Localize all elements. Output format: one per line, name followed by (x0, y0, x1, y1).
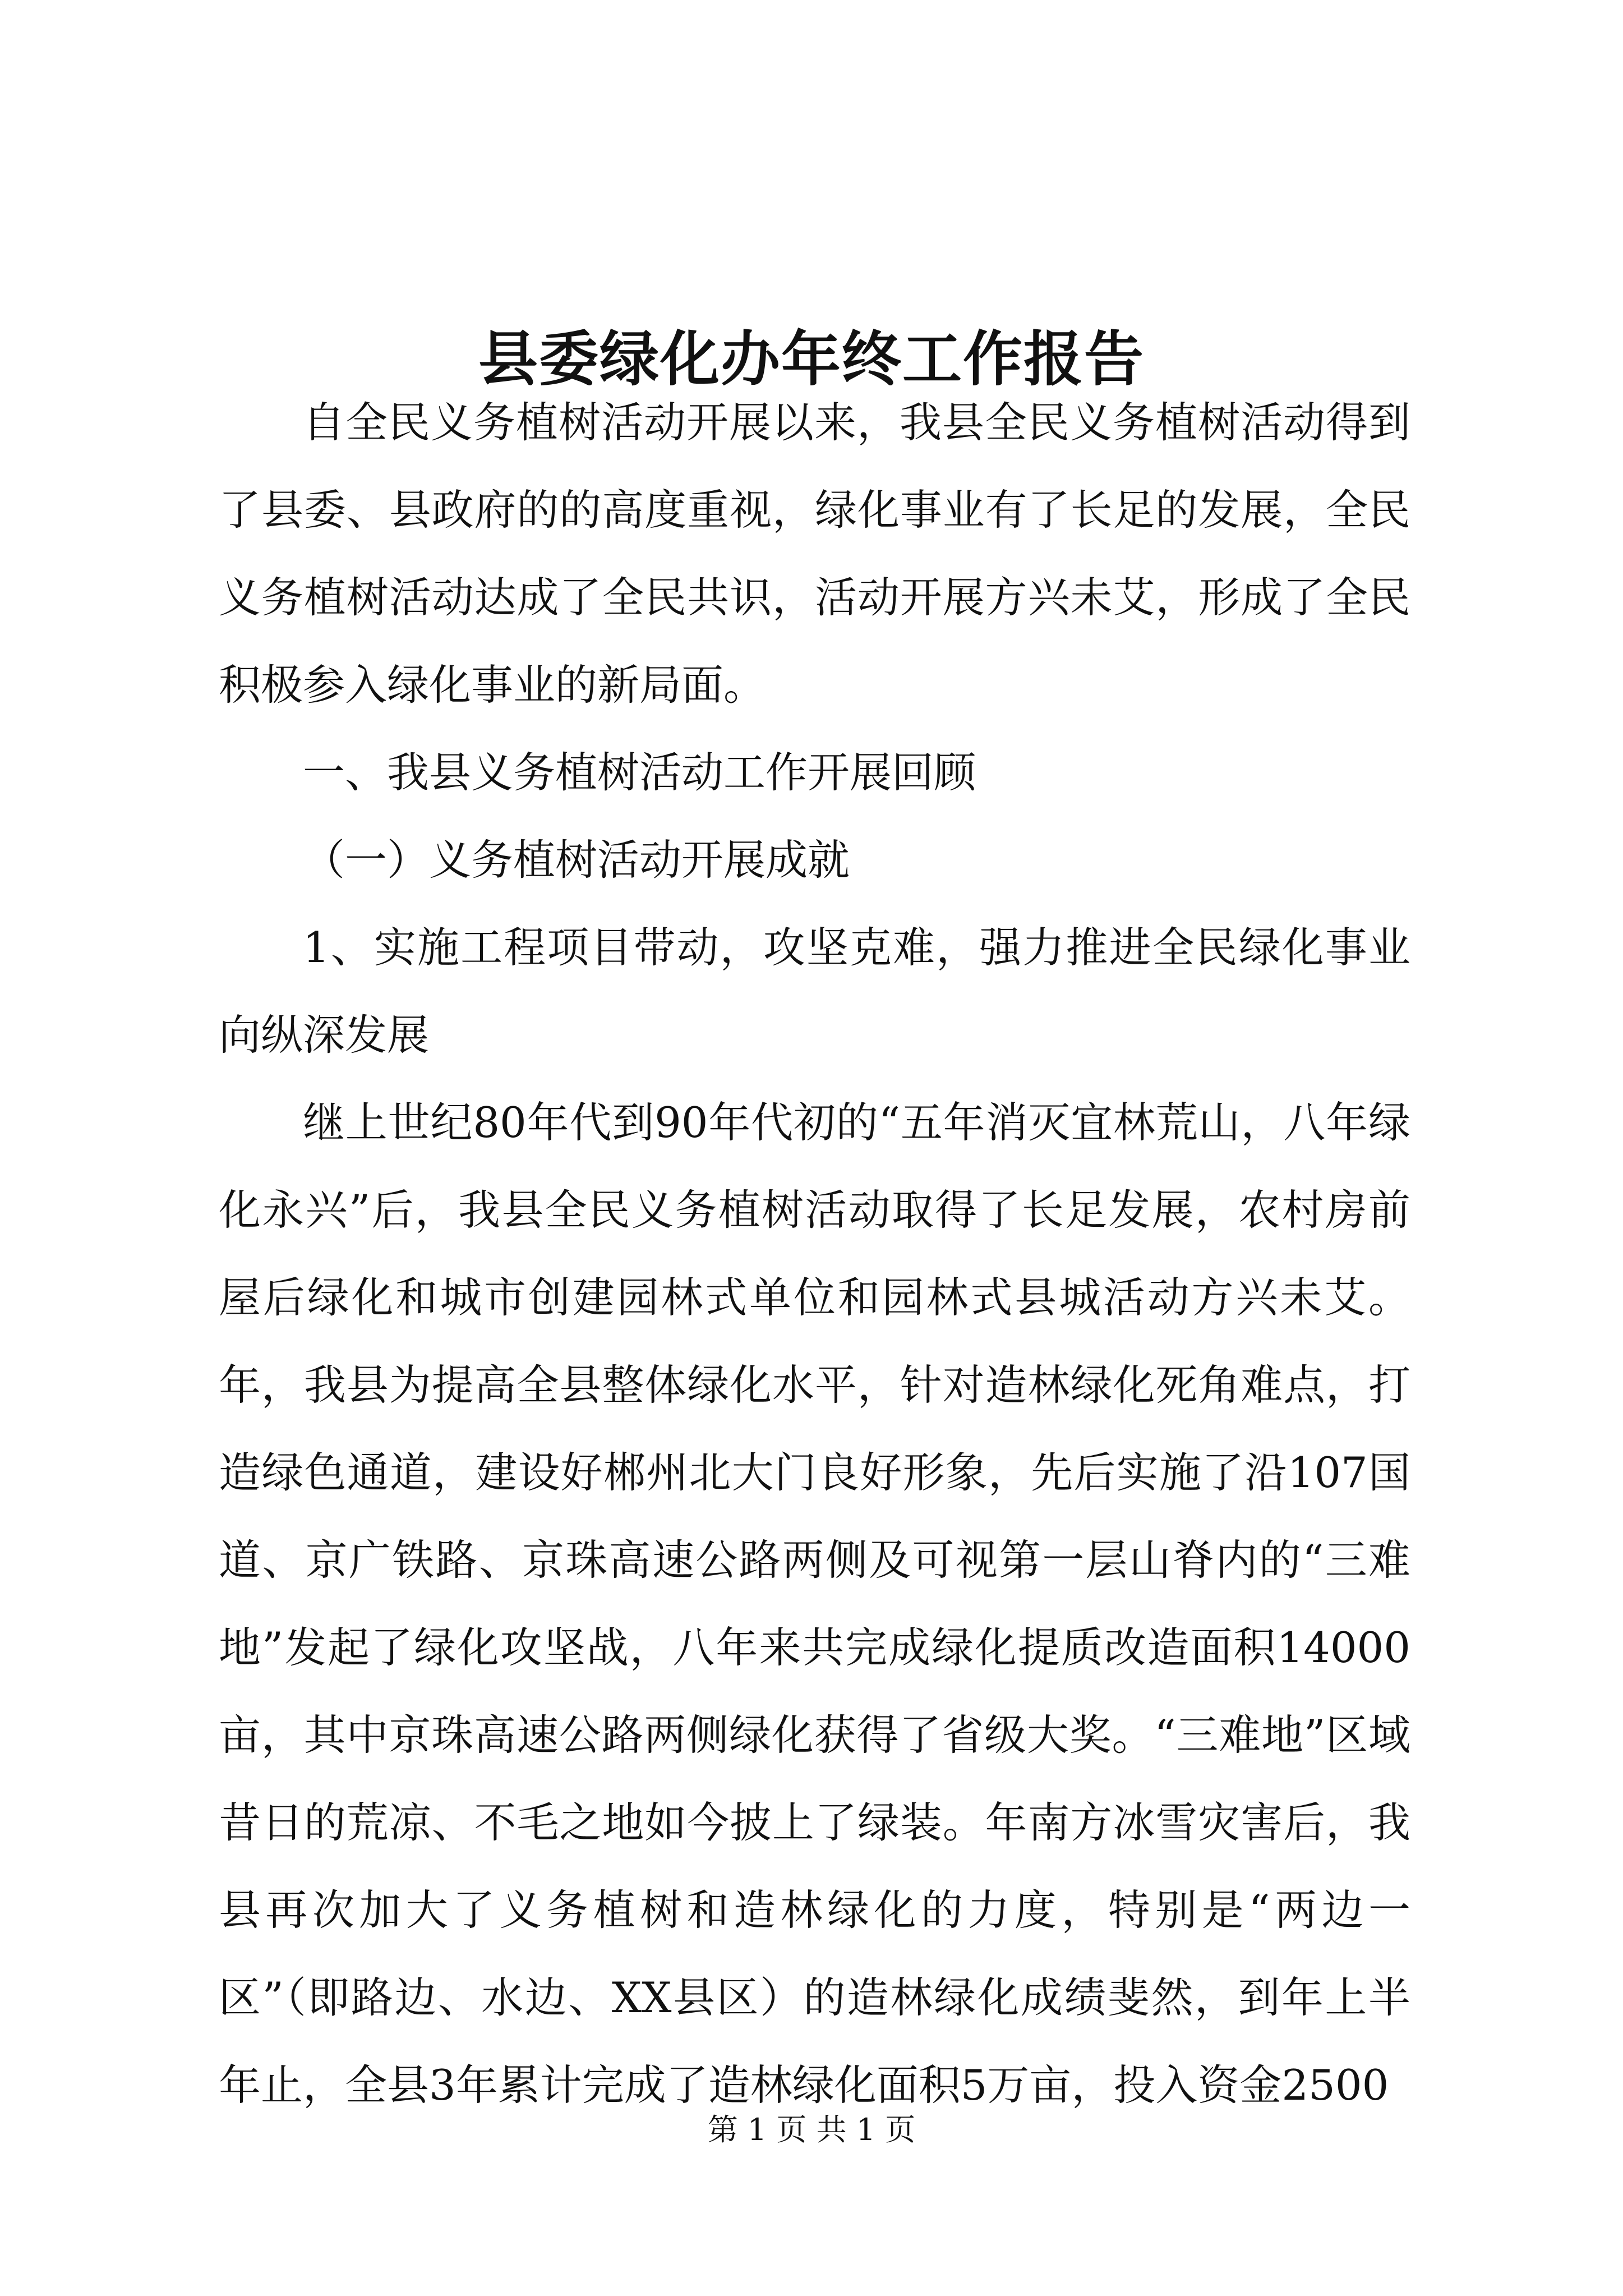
paragraph-intro: 自全民义务植树活动开展以来，我县全民义务植树活动得到了县委、县政府的的高度重视，绿化事业有了长足的发展，全民义务植树活动达成了全民共识，活动开展方兴未艾，形成了全民积极参入绿化事业的新局面。 (219, 398, 1410, 710)
section-heading-1: 一、我县义务植树活动工作开展回顾 (303, 748, 976, 797)
subsection-heading-1: （一）义务植树活动开展成就 (303, 835, 850, 885)
page-footer: 第 1 页 共 1 页 (707, 2112, 916, 2147)
item-heading-1: 1、实施工程项目带动，攻坚克难，强力推进全民绿化事业向纵深发展 (219, 923, 1410, 1060)
document-body (219, 379, 1410, 2129)
paragraph-details: 继上世纪80年代到90年代初的“五年消灭宜林荒山，八年绿化永兴”后，我县全民义务植树活动取得了长足发展，农村房前屋后绿化和城市创建园林式单位和园林式县城活动方兴未艾。年，我县为提高全县整体绿化水平，针对造林绿化死角难点，打造绿色通道，建设好郴州北大门良好形象，先后实施了沿107国道、京广铁路、京珠高速公路两侧及可视第一层山脊内的“三难地”发起了绿化攻坚战，八年来共完成绿化提质改造面积14000亩，其中京珠高速公路两侧绿化获得了省级大奖。“三难地”区域昔日的荒凉、不毛之地如今披上了绿装。年南方冰雪灾害后，我县再次加大了义务植树和造林绿化的力度，特别是“两边一区”（即路边、水边、XX县区）的造林绿化成绩斐然，到年上半年止，全县3年累计完成了造林绿化面积5万亩，投入资金2500 (219, 1098, 1410, 2110)
document-title: 县委绿化办年终工作报告 (478, 324, 1145, 394)
